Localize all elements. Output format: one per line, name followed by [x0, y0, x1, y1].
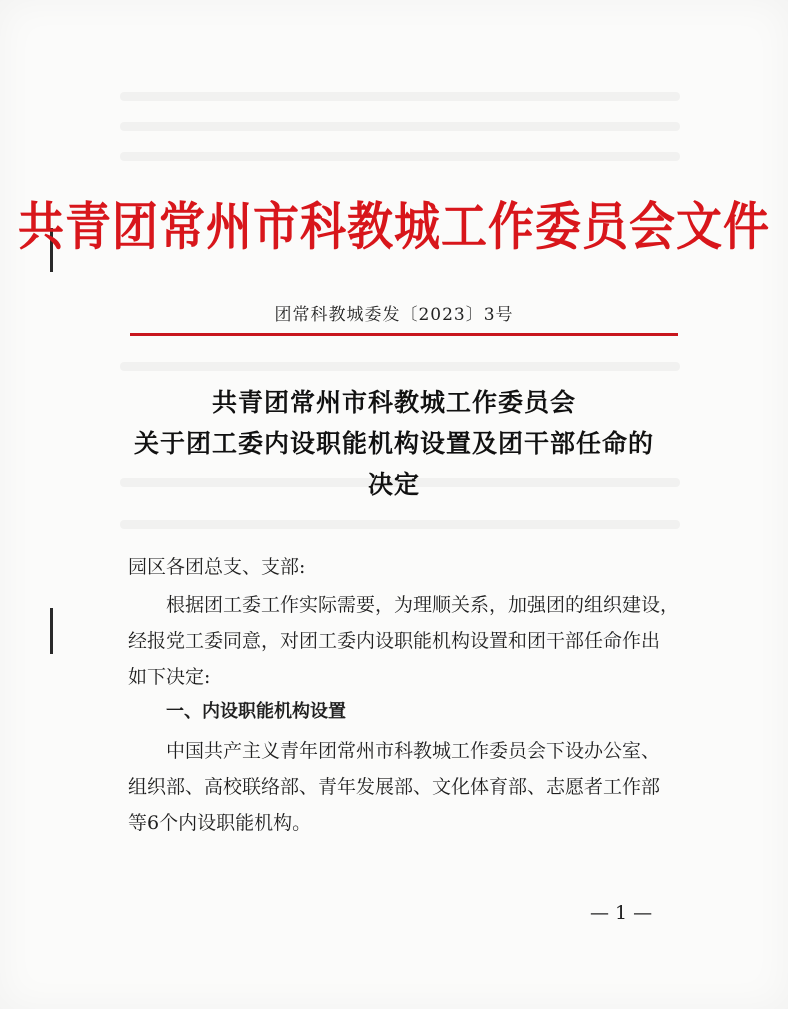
scan-bleed-through — [120, 122, 680, 131]
red-divider-line — [130, 333, 678, 336]
paragraph-line: 等6个内设职能机构。 — [128, 812, 312, 834]
document-title-line-2: 关于团工委内设职能机构设置及团干部任命的 — [133, 429, 654, 458]
document-title-line-1: 共青团常州市科教城工作委员会 — [211, 388, 576, 417]
binding-hole-mark — [50, 608, 53, 654]
paragraph-line: 根据团工委工作实际需要，为理顺关系，加强团的组织建设， — [166, 594, 680, 616]
paragraph-line: 中国共产主义青年团常州市科教城工作委员会下设办公室、 — [166, 740, 661, 762]
paragraph-line: 组织部、高校联络部、青年发展部、文化体育部、志愿者工作部 — [128, 776, 661, 798]
page-number: — 1 — — [590, 902, 653, 924]
document-title-line-3: 决定 — [367, 470, 420, 499]
scan-bleed-through — [120, 362, 680, 371]
scan-bleed-through — [120, 520, 680, 529]
document-number: 团常科教城委发〔2023〕3号 — [274, 305, 514, 325]
document-header-title: 共青团常州市科教城工作委员会文件 — [18, 196, 770, 257]
paragraph-line: 如下决定: — [128, 666, 211, 688]
scan-bleed-through — [120, 152, 680, 161]
paragraph-line: 经报党工委同意，对团工委内设职能机构设置和团干部任命作出 — [128, 630, 661, 652]
scan-bleed-through — [120, 92, 680, 101]
section-heading: 一、内设职能机构设置 — [166, 701, 346, 722]
salutation: 园区各团总支、支部: — [128, 556, 306, 578]
